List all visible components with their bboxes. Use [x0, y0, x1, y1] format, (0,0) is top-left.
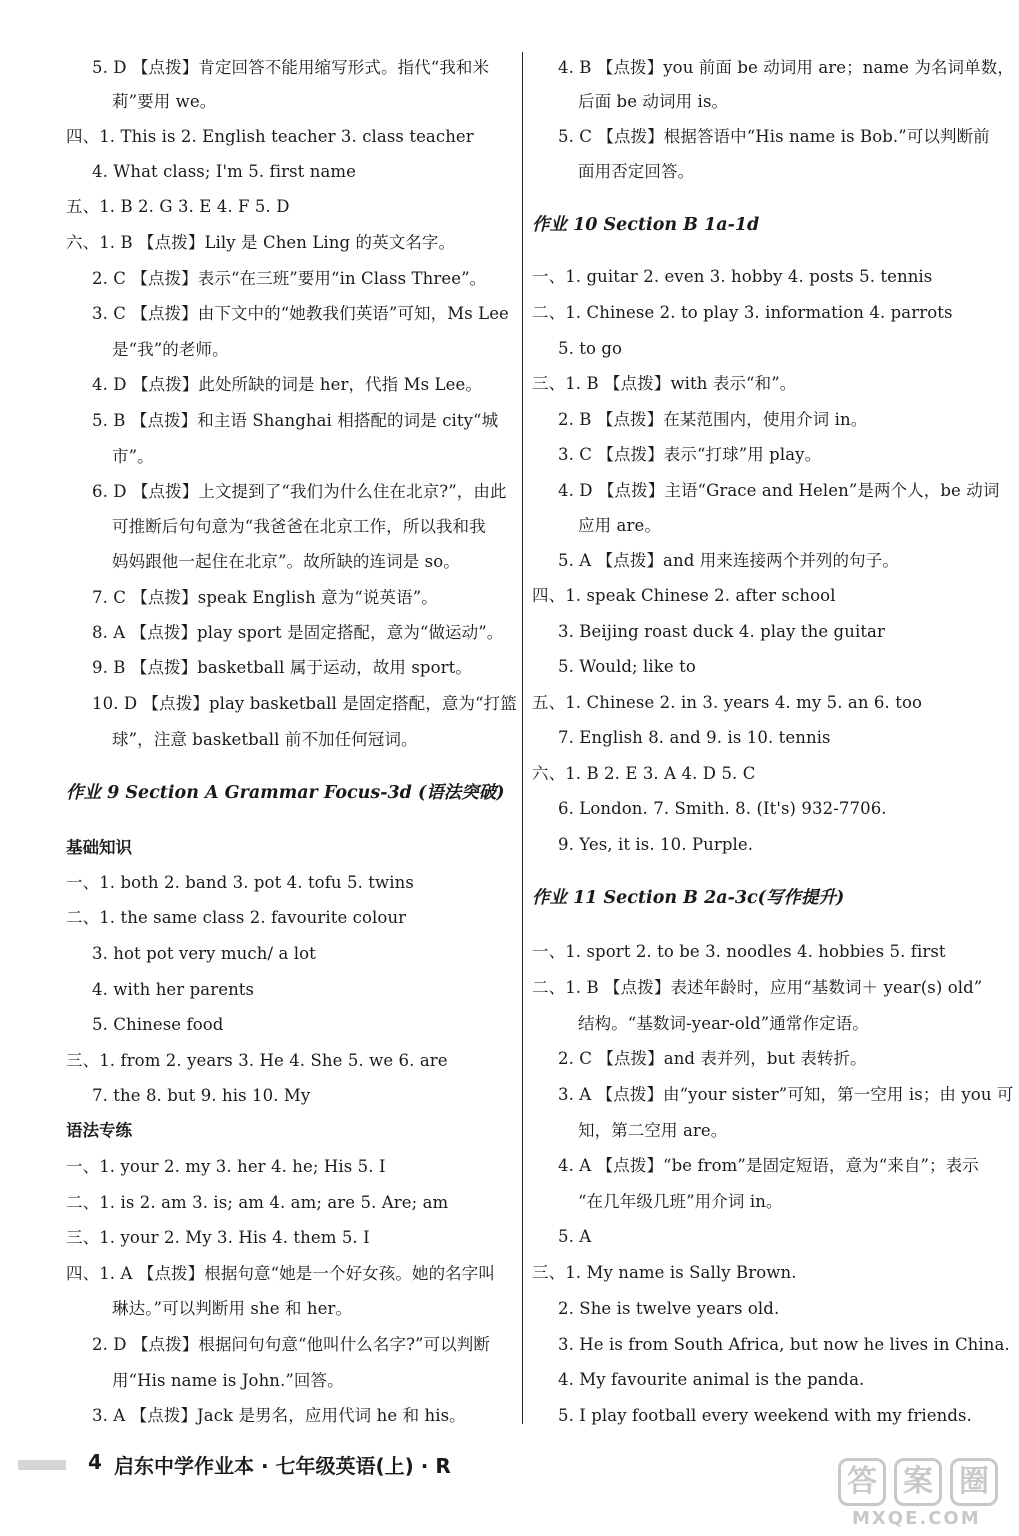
answer-line: 2. C 【点拨】表示“在三班”要用“in Class Three”。 [92, 269, 487, 288]
answer-line: 4. D 【点拨】此处所缺的词是 her，代指 Ms Lee。 [92, 375, 482, 394]
answer-line: 4. What class; I'm 5. first name [92, 162, 357, 181]
answer-line: 10. D 【点拨】play basketball 是固定搭配，意为“打篮 [92, 694, 517, 713]
answer-line: 可推断后句句意为“我爸爸在北京工作，所以我和我 [112, 517, 486, 536]
answer-line: 面用否定回答。 [578, 162, 695, 181]
answer-line: 7. the 8. but 9. his 10. My [92, 1086, 311, 1105]
watermark-glyph: 答 [838, 1458, 886, 1506]
watermark-url: MXQE.COM [852, 1508, 981, 1529]
answer-line: 4. with her parents [92, 980, 255, 999]
answer-line: 四、1. A 【点拨】根据句意“她是一个好女孩。她的名字叫 [66, 1264, 495, 1283]
answer-line: 4. B 【点拨】you 前面 be 动词用 are；name 为名词单数， [558, 58, 1014, 77]
answer-line: 二、1. B 【点拨】表述年龄时，应用“基数词＋ year(s) old” [532, 978, 983, 997]
answer-line: 妈妈跟他一起住在北京”。故所缺的连词是 so。 [112, 552, 460, 571]
answer-line: 三、1. B 【点拨】with 表示“和”。 [532, 374, 797, 393]
answer-line: 9. Yes, it is. 10. Purple. [558, 835, 754, 854]
answer-line: 用“His name is John.”回答。 [112, 1371, 344, 1390]
column-divider [522, 52, 523, 1424]
answer-line: 三、1. your 2. My 3. His 4. them 5. I [66, 1228, 370, 1247]
answer-line: 2. B 【点拨】在某范围内，使用介词 in。 [558, 410, 868, 429]
answer-line: 2. D 【点拨】根据问句句意“他叫什么名字?”可以判断 [92, 1335, 490, 1354]
answer-line: 莉”要用 we。 [112, 92, 217, 111]
answer-line: 8. A 【点拨】play sport 是固定搭配，意为“做运动”。 [92, 623, 504, 642]
answer-line: 二、1. the same class 2. favourite colour [66, 908, 407, 927]
answer-line: 一、1. your 2. my 3. her 4. he; His 5. I [66, 1157, 386, 1176]
answer-line: 5. A 【点拨】and 用来连接两个并列的句子。 [558, 551, 899, 570]
answer-line: 6. London. 7. Smith. 8. (It's) 932-7706. [558, 799, 887, 818]
answer-line: 琳达。”可以判断用 she 和 her。 [112, 1299, 353, 1318]
answer-line: 4. D 【点拨】主语“Grace and Helen”是两个人，be 动词 [558, 481, 1000, 500]
page-number: 4 [88, 1450, 102, 1474]
answer-line: 一、1. sport 2. to be 3. noodles 4. hobbies 5. first [532, 942, 946, 961]
answer-line: 应用 are。 [578, 516, 661, 535]
answer-line: 5. C 【点拨】根据答语中“His name is Bob.”可以判断前 [558, 127, 990, 146]
answer-line: 结构。“基数词-year-old”通常作定语。 [578, 1014, 869, 1033]
watermark-logo [838, 1458, 1008, 1528]
answer-line: 是“我”的老师。 [112, 340, 229, 359]
answer-line: 2. C 【点拨】and 表并列，but 表转折。 [558, 1049, 867, 1068]
section-heading: 作业 9 Section A Grammar Focus-3d (语法突破) [66, 783, 505, 803]
answer-line: 5. Chinese food [92, 1015, 224, 1034]
answer-line: 一、1. both 2. band 3. pot 4. tofu 5. twins [66, 873, 414, 892]
answer-line: 5. Would; like to [558, 657, 696, 676]
answer-line: “在几年级几班”用介词 in。 [578, 1192, 783, 1211]
answer-line: 四、1. This is 2. English teacher 3. class teacher [66, 127, 474, 146]
answer-line: 7. C 【点拨】speak English 意为“说英语”。 [92, 588, 438, 607]
answer-line: 六、1. B 【点拨】Lily 是 Chen Ling 的英文名字。 [66, 233, 456, 252]
answer-line: 5. A [558, 1227, 592, 1246]
answer-line: 7. English 8. and 9. is 10. tennis [558, 728, 831, 747]
footer-bar [18, 1460, 66, 1470]
watermark-glyph: 案 [894, 1458, 942, 1506]
answer-line: 二、1. Chinese 2. to play 3. information 4. parrots [532, 303, 953, 322]
answer-line: 3. He is from South Africa, but now he lives in China. [558, 1335, 1010, 1354]
answer-line: 四、1. speak Chinese 2. after school [532, 586, 836, 605]
subsection-heading: 语法专练 [66, 1121, 132, 1140]
answer-line: 5. B 【点拨】和主语 Shanghai 相搭配的词是 city“城 [92, 411, 499, 430]
answer-line: 六、1. B 2. E 3. A 4. D 5. C [532, 764, 756, 783]
subsection-heading: 基础知识 [66, 838, 132, 857]
answer-line: 2. She is twelve years old. [558, 1299, 780, 1318]
answer-line: 6. D 【点拨】上文提到了“我们为什么住在北京?”，由此 [92, 482, 507, 501]
answer-line: 二、1. is 2. am 3. is; am 4. am; are 5. Are; am [66, 1193, 449, 1212]
answer-line: 3. A 【点拨】Jack 是男名，应用代词 he 和 his。 [92, 1406, 466, 1425]
answer-line: 4. My favourite animal is the panda. [558, 1370, 865, 1389]
answer-line: 3. C 【点拨】由下文中的“她教我们英语”可知，Ms Lee [92, 304, 509, 323]
answer-line: 5. D 【点拨】肯定回答不能用缩写形式。指代“我和米 [92, 58, 490, 77]
answer-line: 市”。 [112, 447, 154, 466]
answer-line: 五、1. Chinese 2. in 3. years 4. my 5. an 6. too [532, 693, 923, 712]
answer-line: 三、1. from 2. years 3. He 4. She 5. we 6. are [66, 1051, 448, 1070]
answer-line: 一、1. guitar 2. even 3. hobby 4. posts 5. tennis [532, 267, 933, 286]
answer-line: 球”，注意 basketball 前不加任何冠词。 [112, 730, 418, 749]
section-heading: 作业 11 Section B 2a-3c(写作提升) [532, 888, 845, 908]
answer-line: 3. hot pot very much/ a lot [92, 944, 316, 963]
answer-line: 知，第二空用 are。 [578, 1121, 728, 1140]
answer-line: 3. Beijing roast duck 4. play the guitar [558, 622, 885, 641]
section-heading: 作业 10 Section B 1a-1d [532, 215, 760, 235]
answer-line: 5. I play football every weekend with my friends. [558, 1406, 972, 1425]
answer-line: 4. A 【点拨】“be from”是固定短语，意为“来自”；表示 [558, 1156, 979, 1175]
answer-line: 五、1. B 2. G 3. E 4. F 5. D [66, 197, 290, 216]
answer-line: 3. A 【点拨】由“your sister”可知，第一空用 is；由 you 可 [558, 1085, 1014, 1104]
answer-line: 后面 be 动词用 is。 [578, 92, 729, 111]
book-title: 启东中学作业本 · 七年级英语(上) · R [114, 1454, 451, 1478]
answer-line: 3. C 【点拨】表示“打球”用 play。 [558, 445, 822, 464]
page-footer [18, 1450, 518, 1480]
answer-line: 9. B 【点拨】basketball 属于运动，故用 sport。 [92, 658, 472, 677]
watermark-glyph: 圈 [950, 1458, 998, 1506]
answer-line: 三、1. My name is Sally Brown. [532, 1263, 797, 1282]
answer-line: 5. to go [558, 339, 623, 358]
